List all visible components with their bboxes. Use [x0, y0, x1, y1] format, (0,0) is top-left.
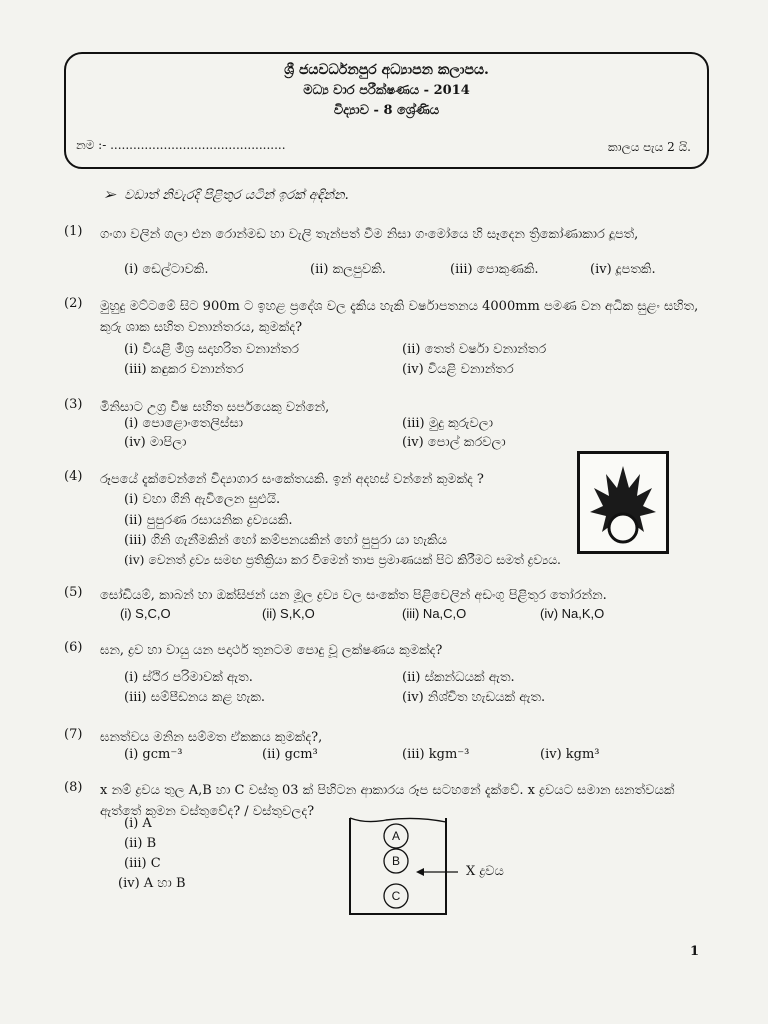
question-number: (7) — [64, 727, 83, 742]
option[interactable]: (iv) Na,K,O — [540, 606, 605, 621]
question-text: ගංගා වලින් ගලා එන රොන්මඩ හා වැලි තැන්පත් වීම නිසා ගංමෝයෙ හි සෑදෙන ත්‍රිකෝණාකාර දූපත්, — [100, 227, 639, 242]
option[interactable]: (ii) කලපුවකි. — [310, 262, 386, 277]
question-text: ඝනත්වය මනින සම්මත ඒකකය කුමක්ද?, — [100, 730, 323, 745]
question-number: (6) — [64, 640, 83, 655]
option[interactable]: (i) ඩෙල්ටාවකි. — [124, 262, 209, 277]
question-text: මිනිසාට උග්‍ර විෂ සහිත සර්පයෙකු වන්නේ, — [100, 400, 330, 415]
liquid-x-label: X ද්‍රවය — [466, 864, 504, 879]
question-text: රූපයේ දැක්වෙන්නේ විද්‍යාගාර සංකේතයකි. ඉන් අදහස් වන්නේ කුමක්ද ? — [100, 472, 484, 487]
option[interactable]: (i) වහා ගිනි ඇවිලෙන සුළුයි. — [124, 492, 281, 507]
option[interactable]: (iv) වියළි වනාන්තර — [402, 362, 514, 377]
arrow-head-icon — [416, 868, 424, 876]
option[interactable]: (i) ස්ථිර පරිමාවක් ඇත. — [124, 670, 253, 685]
option[interactable]: (iii) C — [124, 856, 161, 871]
question-text: x නම් ද්‍රවය තුල A,B හා C වස්තු 03 ක් පිහිටන ආකාරය රූප සටහනේ දැක්වේ. x ද්‍රවයට සමාන ඝනත්වයක් ඇත්තේ කුමන වස්තුවේද? / වස්තුවලද? — [100, 783, 675, 819]
question-number: (2) — [64, 296, 83, 311]
option[interactable]: (iii) ගිනි ගැනීමකින් හෝ කම්පනයකින් හෝ පුපුරා යා හැකිය — [124, 533, 448, 548]
header-box — [64, 52, 709, 169]
option[interactable]: (iii) කඳුකර වනාන්තර — [124, 362, 244, 377]
liquid-surface — [350, 818, 446, 822]
option[interactable]: (iii) සම්පීඩනය කළ හැක. — [124, 690, 266, 705]
name-field-label: නම :- .............................................. — [76, 138, 286, 152]
option[interactable]: (iv) පොල් කරවලා — [402, 435, 506, 450]
option[interactable]: (ii) පුපුරණ රසායනික ද්‍රව්‍යයකි. — [124, 513, 293, 528]
subject-grade: විද්‍යාව - 8 ශ්‍රේණිය — [333, 103, 440, 118]
ball-b-label: B — [391, 854, 400, 868]
option[interactable]: (iii) Na,C,O — [402, 606, 467, 621]
question-number: (1) — [64, 224, 83, 239]
option[interactable]: (iv) නිශ්චිත හැඩයක් ඇත. — [402, 690, 546, 705]
option[interactable]: (iv) වෙනත් ද්‍රව්‍ය සමඟ ප්‍රතික්‍රියා කර විමෙන් තාප ප්‍රමාණයක් පිට කිරීමට සමත් ද්‍රව්‍යය. — [124, 553, 561, 567]
option[interactable]: (iv) මාපිලා — [124, 435, 187, 450]
option[interactable]: (i) පොළොංතෙලිස්සා — [124, 416, 244, 431]
question-text: ඝන, ද්‍රව හා වායු යන පදාර්ථ තුනටම පොදු වූ ලක්ෂණය කුමක්ද? — [100, 643, 443, 658]
explosive-hazard-symbol — [577, 451, 669, 554]
option[interactable]: (iii) kgm⁻³ — [402, 747, 470, 762]
option[interactable]: (i) A — [124, 816, 152, 831]
option[interactable]: (ii) B — [124, 836, 157, 851]
question-number: (5) — [64, 585, 83, 600]
option[interactable]: (iii) මුදු කුරුවලා — [402, 416, 493, 431]
option[interactable]: (iii) පොකුණකි. — [450, 262, 539, 277]
explosion-icon — [580, 454, 666, 551]
arrow-bullet-icon: ➢ — [104, 188, 125, 203]
school-zone-title: ශ්‍රී ජයවර්ධනපුර අධ්‍යාපන කලාපය. — [284, 62, 489, 78]
option[interactable]: (i) S,C,O — [120, 606, 171, 621]
beaker-diagram — [346, 814, 576, 926]
ball-a-label: A — [391, 829, 400, 843]
option[interactable]: (ii) ස්කන්ධයක් ඇත. — [402, 670, 515, 685]
option[interactable]: (ii) තෙත් වර්ෂා වනාන්තර — [402, 342, 547, 357]
option[interactable]: (iv) kgm³ — [540, 747, 600, 762]
question-number: (4) — [64, 469, 83, 484]
duration-label: කාලය පැය 2 යි. — [607, 140, 691, 154]
exam-title: මධ්‍ය වාර පරීක්ෂණය - 2014 — [303, 83, 470, 98]
option[interactable]: (iv) දූපතකි. — [590, 262, 656, 277]
option[interactable]: (i) gcm⁻³ — [124, 747, 183, 762]
question-text: සෝඩියම්, කාබන් හා ඔක්සිජන් යන මූල ද්‍රව්‍ය වල සංකේත පිළිවෙලින් අඩංගු පිළිතුර තෝරන්න. — [100, 588, 607, 603]
ball-c-label: C — [391, 889, 401, 903]
question-text: මුහුදු මට්ටමේ සිට 900m ට ඉහළ ප්‍රදේශ වල දැකිය හැකි වර්ෂාපතනය 4000mm පමණ වන අධික සුළං සහිත, කුරු ශාක සහිත වනාන්තරය, කුමක්ද? — [100, 299, 699, 335]
page-number: 1 — [690, 944, 700, 959]
question-number: (8) — [64, 780, 83, 795]
instruction: ➢ වඩාත් නිවැරදි පිළිතුර යටින් ඉරක් අඳින්න. — [104, 188, 349, 203]
option[interactable]: (ii) S,K,O — [262, 606, 315, 621]
option[interactable]: (i) වියළි මිශ්‍ර සදාහරිත වනාන්තර — [124, 342, 299, 357]
question-number: (3) — [64, 397, 83, 412]
option[interactable]: (iv) A හා B — [118, 876, 186, 891]
option[interactable]: (ii) gcm³ — [262, 747, 318, 762]
